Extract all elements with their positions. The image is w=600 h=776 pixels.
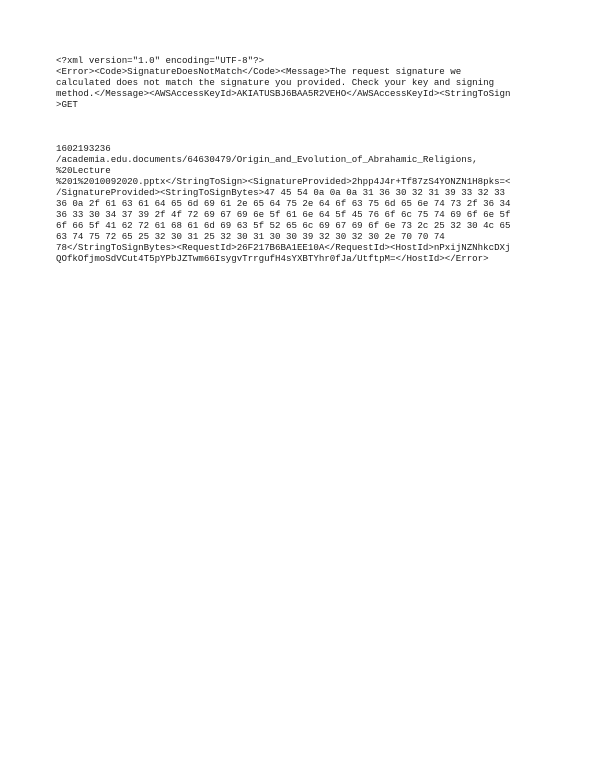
text-line: %20Lecture [56,165,111,176]
xml-error-text [56,55,556,264]
text-line: /academia.edu.documents/64630479/Origin_and_Evolution_of_Abrahamic_Religions, [56,154,478,165]
text-line: QOfkOfjmoSdVCut4T5pYPbJZTwm66IsygvTrrgufH4sYXBTYhr0fJa/UtftpM=</HostId></Error> [56,253,489,264]
text-line: 6f 66 5f 41 62 72 61 68 61 6d 69 63 5f 52 65 6c 69 67 69 6f 6e 73 2c 25 32 30 4c 65 [56,220,511,231]
text-line: 1602193236 [56,143,111,154]
text-line: <Error><Code>SignatureDoesNotMatch</Code><Message>The request signature we [56,66,462,77]
text-line: 78</StringToSignBytes><RequestId>26F217B6BA1EE10A</RequestId><HostId>nPxijNZNhkcDXj [56,242,511,253]
text-line: %201%2010092020.pptx</StringToSign><SignatureProvided>2hpp4J4r+Tf87zS4YONZN1H8pks=< [56,176,511,187]
text-line: /SignatureProvided><StringToSignBytes>47 45 54 0a 0a 0a 31 36 30 32 31 39 33 32 33 [56,187,506,198]
text-line: >GET [56,99,78,110]
blank-line [56,110,556,121]
text-line: <?xml version="1.0" encoding="UTF-8"?> [56,55,265,66]
text-line: 36 0a 2f 61 63 61 64 65 6d 69 61 2e 65 64 75 2e 64 6f 63 75 6d 65 6e 74 73 2f 36 34 [56,198,511,209]
blank-line [56,121,556,132]
text-line: 63 74 75 72 65 25 32 30 31 25 32 30 31 30 30 39 32 30 32 30 2e 70 70 74 [56,231,445,242]
blank-line [56,132,556,143]
text-line: method.</Message><AWSAccessKeyId>AKIATUSBJ6BAA5R2VEHO</AWSAccessKeyId><StringToSign [56,88,511,99]
text-line: 36 33 30 34 37 39 2f 4f 72 69 67 69 6e 5f 61 6e 64 5f 45 76 6f 6c 75 74 69 6f 6e 5f [56,209,511,220]
text-line: calculated does not match the signature you provided. Check your key and signing [56,77,495,88]
